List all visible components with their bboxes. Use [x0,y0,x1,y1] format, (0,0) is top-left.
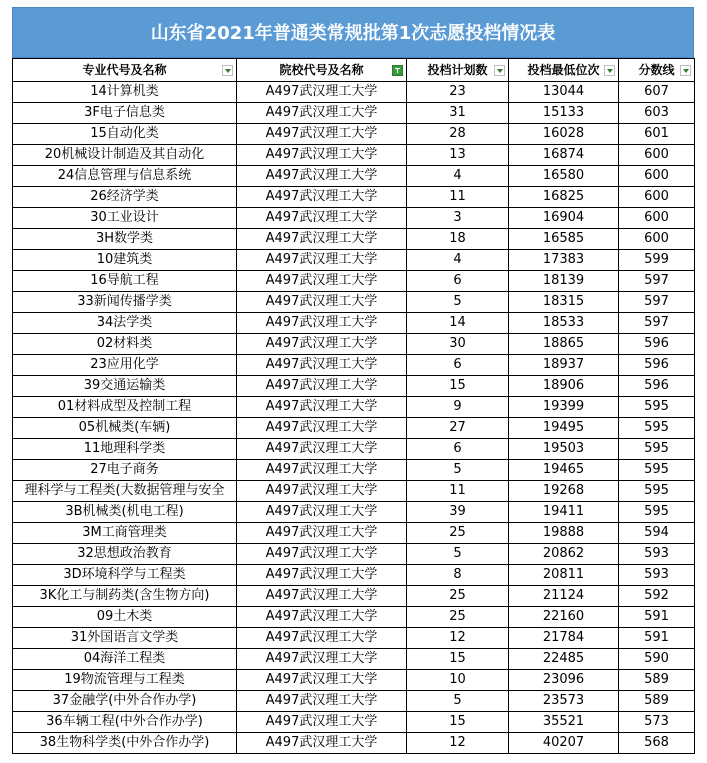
table-row [13,481,695,502]
cell-school[interactable]: A497武汉理工大学 [237,544,407,565]
cell-major[interactable]: 32思想政治教育 [13,544,237,565]
cell-score[interactable]: 591 [619,628,695,649]
cell-plan[interactable]: 13 [407,145,509,166]
cell-major[interactable]: 05机械类(车辆) [13,418,237,439]
cell-plan[interactable]: 6 [407,271,509,292]
cell-rank[interactable]: 40207 [509,733,619,754]
table-row [13,355,695,376]
cell-school[interactable]: A497武汉理工大学 [237,313,407,334]
cell-plan[interactable]: 28 [407,124,509,145]
cell-major[interactable]: 11地理科学类 [13,439,237,460]
cell-school[interactable]: A497武汉理工大学 [237,733,407,754]
cell-plan[interactable]: 25 [407,586,509,607]
cell-major[interactable]: 理科学与工程类(大数据管理与安全 [13,481,237,502]
cell-score[interactable]: 597 [619,292,695,313]
cell-school[interactable]: A497武汉理工大学 [237,103,407,124]
cell-score[interactable]: 568 [619,733,695,754]
cell-major[interactable]: 14计算机类 [13,82,237,103]
cell-plan[interactable]: 5 [407,292,509,313]
cell-plan[interactable]: 15 [407,376,509,397]
table-row [13,166,695,187]
table-row [13,103,695,124]
cell-major[interactable]: 01材料成型及控制工程 [13,397,237,418]
cell-rank[interactable]: 19399 [509,397,619,418]
cell-score[interactable]: 599 [619,250,695,271]
cell-rank[interactable]: 19888 [509,523,619,544]
cell-rank[interactable]: 35521 [509,712,619,733]
cell-score[interactable]: 595 [619,481,695,502]
cell-major[interactable]: 3H数学类 [13,229,237,250]
cell-score[interactable]: 593 [619,565,695,586]
cell-rank[interactable]: 20811 [509,565,619,586]
cell-school[interactable]: A497武汉理工大学 [237,481,407,502]
cell-major[interactable]: 3F电子信息类 [13,103,237,124]
table-row [13,376,695,397]
cell-school[interactable]: A497武汉理工大学 [237,670,407,691]
cell-school[interactable]: A497武汉理工大学 [237,607,407,628]
cell-score[interactable]: 600 [619,166,695,187]
cell-plan[interactable]: 5 [407,691,509,712]
table-row [13,523,695,544]
admission-table [12,58,695,754]
cell-score[interactable]: 595 [619,460,695,481]
header-label: 分数线 [638,63,675,77]
cell-school[interactable]: A497武汉理工大学 [237,334,407,355]
header-score[interactable] [619,59,695,82]
header-major[interactable] [13,59,237,82]
header-label: 专业代号及名称 [82,63,167,77]
cell-school[interactable]: A497武汉理工大学 [237,565,407,586]
filter-active-icon[interactable] [392,65,403,76]
cell-major[interactable]: 02材料类 [13,334,237,355]
table-row [13,124,695,145]
cell-plan[interactable]: 31 [407,103,509,124]
cell-school[interactable]: A497武汉理工大学 [237,397,407,418]
cell-plan[interactable]: 11 [407,481,509,502]
cell-score[interactable]: 590 [619,649,695,670]
table-row [13,691,695,712]
cell-major[interactable]: 16导航工程 [13,271,237,292]
cell-major[interactable]: 3K化工与制药类(含生物方向) [13,586,237,607]
cell-score[interactable]: 600 [619,187,695,208]
cell-school[interactable]: A497武汉理工大学 [237,166,407,187]
table-row [13,397,695,418]
cell-school[interactable]: A497武汉理工大学 [237,145,407,166]
cell-score[interactable]: 603 [619,103,695,124]
cell-plan[interactable]: 18 [407,229,509,250]
cell-school[interactable]: A497武汉理工大学 [237,82,407,103]
cell-major[interactable]: 31外国语言文学类 [13,628,237,649]
cell-plan[interactable]: 14 [407,313,509,334]
cell-school[interactable]: A497武汉理工大学 [237,208,407,229]
cell-school[interactable]: A497武汉理工大学 [237,187,407,208]
cell-major[interactable]: 10建筑类 [13,250,237,271]
table-row [13,628,695,649]
cell-rank[interactable]: 21124 [509,586,619,607]
table-row [13,460,695,481]
cell-plan[interactable]: 25 [407,523,509,544]
cell-score[interactable]: 597 [619,271,695,292]
cell-school[interactable]: A497武汉理工大学 [237,502,407,523]
table-row [13,712,695,733]
cell-rank[interactable]: 18315 [509,292,619,313]
filter-dropdown-icon[interactable] [604,65,615,76]
filter-dropdown-icon[interactable] [680,65,691,76]
cell-school[interactable]: A497武汉理工大学 [237,229,407,250]
cell-major[interactable]: 09土木类 [13,607,237,628]
cell-score[interactable]: 596 [619,334,695,355]
table-row [13,649,695,670]
cell-plan[interactable]: 10 [407,670,509,691]
cell-score[interactable]: 597 [619,313,695,334]
cell-rank[interactable]: 21784 [509,628,619,649]
table-row [13,670,695,691]
cell-rank[interactable]: 23573 [509,691,619,712]
cell-school[interactable]: A497武汉理工大学 [237,124,407,145]
cell-plan[interactable]: 4 [407,166,509,187]
cell-score[interactable]: 589 [619,691,695,712]
cell-plan[interactable]: 12 [407,628,509,649]
table-row [13,250,695,271]
cell-plan[interactable]: 4 [407,250,509,271]
header-row [13,59,695,82]
filter-dropdown-icon[interactable] [222,65,233,76]
cell-major[interactable]: 39交通运输类 [13,376,237,397]
cell-plan[interactable]: 27 [407,418,509,439]
header-plan[interactable] [407,59,509,82]
cell-major[interactable]: 15自动化类 [13,124,237,145]
cell-school[interactable]: A497武汉理工大学 [237,691,407,712]
cell-rank[interactable]: 19268 [509,481,619,502]
cell-plan[interactable]: 15 [407,712,509,733]
cell-major[interactable]: 3D环境科学与工程类 [13,565,237,586]
table-row [13,565,695,586]
cell-major[interactable]: 26经济学类 [13,187,237,208]
cell-score[interactable]: 592 [619,586,695,607]
cell-plan[interactable]: 6 [407,355,509,376]
cell-score[interactable]: 607 [619,82,695,103]
cell-plan[interactable]: 3 [407,208,509,229]
cell-plan[interactable]: 11 [407,187,509,208]
cell-rank[interactable]: 19495 [509,418,619,439]
cell-rank[interactable]: 13044 [509,82,619,103]
cell-major[interactable]: 3M工商管理类 [13,523,237,544]
cell-school[interactable]: A497武汉理工大学 [237,460,407,481]
cell-plan[interactable]: 15 [407,649,509,670]
cell-plan[interactable]: 39 [407,502,509,523]
cell-major[interactable]: 34法学类 [13,313,237,334]
cell-rank[interactable]: 18906 [509,376,619,397]
cell-major[interactable]: 23应用化学 [13,355,237,376]
cell-score[interactable]: 601 [619,124,695,145]
cell-score[interactable]: 596 [619,355,695,376]
table-row [13,334,695,355]
cell-major[interactable]: 04海洋工程类 [13,649,237,670]
cell-plan[interactable]: 6 [407,439,509,460]
cell-major[interactable]: 19物流管理与工程类 [13,670,237,691]
table-row [13,586,695,607]
header-rank[interactable] [509,59,619,82]
cell-school[interactable]: A497武汉理工大学 [237,712,407,733]
header-label: 院校代号及名称 [279,63,364,77]
table-row [13,187,695,208]
cell-score[interactable]: 595 [619,397,695,418]
cell-school[interactable]: A497武汉理工大学 [237,355,407,376]
cell-school[interactable]: A497武汉理工大学 [237,523,407,544]
filter-dropdown-icon[interactable] [494,65,505,76]
cell-major[interactable]: 33新闻传播学类 [13,292,237,313]
cell-score[interactable]: 589 [619,670,695,691]
table-row [13,733,695,754]
cell-rank[interactable]: 16825 [509,187,619,208]
cell-major[interactable]: 24信息管理与信息系统 [13,166,237,187]
cell-rank[interactable]: 22485 [509,649,619,670]
cell-school[interactable]: A497武汉理工大学 [237,292,407,313]
cell-major[interactable]: 36车辆工程(中外合作办学) [13,712,237,733]
table-row [13,607,695,628]
cell-school[interactable]: A497武汉理工大学 [237,586,407,607]
table-title: 山东省2021年普通类常规批第1次志愿投档情况表 [12,7,694,58]
cell-school[interactable]: A497武汉理工大学 [237,250,407,271]
cell-major[interactable]: 3B机械类(机电工程) [13,502,237,523]
cell-plan[interactable]: 9 [407,397,509,418]
cell-rank[interactable]: 18937 [509,355,619,376]
cell-plan[interactable]: 12 [407,733,509,754]
header-label: 投档计划数 [427,63,488,77]
cell-score[interactable]: 591 [619,607,695,628]
cell-rank[interactable]: 16028 [509,124,619,145]
header-school[interactable] [237,59,407,82]
cell-score[interactable]: 600 [619,208,695,229]
cell-plan[interactable]: 5 [407,544,509,565]
cell-rank[interactable]: 20862 [509,544,619,565]
cell-rank[interactable]: 17383 [509,250,619,271]
table-row [13,229,695,250]
cell-score[interactable]: 595 [619,418,695,439]
cell-rank[interactable]: 18139 [509,271,619,292]
cell-rank[interactable]: 16904 [509,208,619,229]
cell-major[interactable]: 37金融学(中外合作办学) [13,691,237,712]
cell-rank[interactable]: 19465 [509,460,619,481]
cell-school[interactable]: A497武汉理工大学 [237,628,407,649]
cell-plan[interactable]: 8 [407,565,509,586]
table-row [13,271,695,292]
table-row [13,292,695,313]
cell-score[interactable]: 596 [619,376,695,397]
cell-major[interactable]: 27电子商务 [13,460,237,481]
table-row [13,145,695,166]
cell-score[interactable]: 595 [619,502,695,523]
cell-rank[interactable]: 23096 [509,670,619,691]
cell-school[interactable]: A497武汉理工大学 [237,376,407,397]
table-row [13,439,695,460]
cell-score[interactable]: 600 [619,145,695,166]
cell-rank[interactable]: 19411 [509,502,619,523]
cell-plan[interactable]: 23 [407,82,509,103]
cell-rank[interactable]: 22160 [509,607,619,628]
cell-school[interactable]: A497武汉理工大学 [237,649,407,670]
cell-school[interactable]: A497武汉理工大学 [237,439,407,460]
cell-rank[interactable]: 16580 [509,166,619,187]
cell-major[interactable]: 30工业设计 [13,208,237,229]
cell-score[interactable]: 600 [619,229,695,250]
cell-rank[interactable]: 16874 [509,145,619,166]
table-row [13,544,695,565]
cell-plan[interactable]: 30 [407,334,509,355]
spreadsheet [12,7,694,754]
header-label: 投档最低位次 [527,63,600,77]
cell-plan[interactable]: 25 [407,607,509,628]
table-row [13,313,695,334]
cell-rank[interactable]: 18865 [509,334,619,355]
cell-rank[interactable]: 16585 [509,229,619,250]
cell-major[interactable]: 20机械设计制造及其自动化 [13,145,237,166]
cell-score[interactable]: 593 [619,544,695,565]
table-row [13,82,695,103]
table-row [13,502,695,523]
cell-school[interactable]: A497武汉理工大学 [237,271,407,292]
cell-rank[interactable]: 18533 [509,313,619,334]
cell-major[interactable]: 38生物科学类(中外合作办学) [13,733,237,754]
cell-plan[interactable]: 5 [407,460,509,481]
cell-rank[interactable]: 19503 [509,439,619,460]
cell-score[interactable]: 573 [619,712,695,733]
table-row [13,208,695,229]
cell-school[interactable]: A497武汉理工大学 [237,418,407,439]
table-body [13,82,695,754]
table-row [13,418,695,439]
cell-score[interactable]: 594 [619,523,695,544]
cell-rank[interactable]: 15133 [509,103,619,124]
cell-score[interactable]: 595 [619,439,695,460]
